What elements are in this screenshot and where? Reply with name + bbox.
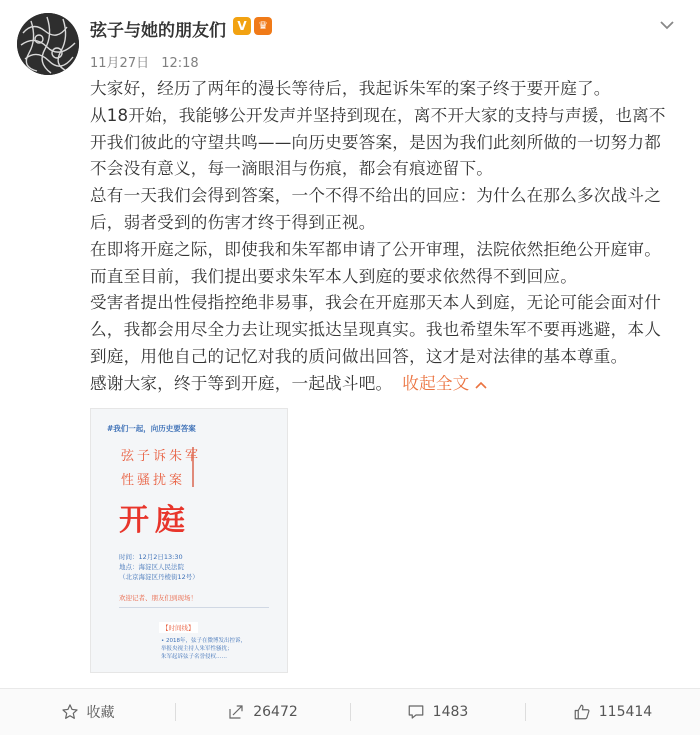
like-button[interactable]	[525, 689, 700, 735]
poster-time: 时间：12月2日13:30	[119, 553, 183, 561]
poster-line2: 性骚扰案	[121, 473, 186, 488]
like-icon	[573, 703, 591, 721]
poster-info	[119, 552, 199, 582]
poster-address: （北京海淀区丹棱街12号）	[119, 573, 199, 581]
post-meta	[90, 52, 199, 71]
paragraph: 受害者提出性侵指控绝非易事，我会在开庭那天本人到庭，无论可能会面对什么，我都会用尽全力去让现实抵达呈现真实。我也希望朱军不要再逃避，本人到庭，用他自己的记忆对我的质问做出回答，这才是对法律的基本尊重。	[90, 293, 661, 366]
paragraph-last	[90, 371, 670, 400]
paragraph: 大家好，经历了两年的漫长等待后，我起诉朱军的案子终于要开庭了。	[90, 79, 611, 98]
crown-badge-icon: ♛	[254, 17, 272, 35]
poster-note-line: 举报央视主持人朱军性骚扰；	[161, 646, 233, 652]
paragraph: 在即将开庭之际，即使我和朱军都申请了公开审理，法院依然拒绝公开庭审。而直至目前，我们提出要求朱军本人到庭的要求依然得不到回应。	[90, 239, 661, 286]
collapse-link[interactable]: 收起全文	[402, 373, 470, 393]
comment-button[interactable]	[350, 689, 525, 735]
post-content	[90, 76, 670, 400]
poster-line1: 弦子诉朱军	[121, 449, 202, 464]
poster-image[interactable]	[90, 408, 288, 673]
post-time[interactable]: 12:18	[161, 56, 199, 71]
author-name[interactable]: 弦子与她的朋友们	[90, 21, 226, 41]
poster-call: 欢迎记者、朋友们到现场！	[119, 594, 197, 602]
paragraph: 感谢大家，终于等到开庭，一起战斗吧。	[90, 373, 393, 393]
poster-tag: 【时间线】	[159, 622, 198, 633]
comment-icon	[407, 703, 425, 721]
poster-note-line: • 2018年，弦子在微博发出控诉，	[161, 638, 246, 644]
chevron-up-icon[interactable]	[475, 373, 487, 400]
paragraph: 从18开始，我能够公开发声并坚持到现在，离不开大家的支持与声援，也离不开我们彼此的守望共鸣——向历史要答案，是因为我们此刻所做的一切努力都不会没有意义，每一滴眼泪与伤痕，都会有痕迹留下。	[90, 105, 666, 179]
poster-note	[161, 637, 246, 661]
comment-count: 1483	[432, 704, 469, 720]
more-chevron-icon[interactable]	[656, 18, 678, 34]
favorite-button[interactable]	[0, 689, 175, 735]
poster-note-line: 朱军起诉弦子名誉侵权……	[161, 654, 228, 660]
like-count: 115414	[598, 704, 653, 720]
post-date[interactable]: 11月27日	[90, 56, 150, 71]
action-bar	[0, 688, 700, 735]
poster-rule	[119, 607, 269, 608]
avatar[interactable]	[17, 13, 79, 75]
favorite-label: 收藏	[86, 705, 115, 721]
poster-place: 地点：海淀区人民法院	[119, 563, 184, 571]
repost-count: 26472	[253, 704, 298, 720]
poster-title: 开庭	[119, 503, 191, 538]
star-icon	[61, 703, 79, 721]
repost-icon	[227, 703, 245, 721]
poster-tagline: #我们一起，向历史要答案	[107, 424, 196, 433]
repost-button[interactable]	[175, 689, 350, 735]
verified-v-icon: V	[233, 17, 251, 35]
paragraph: 总有一天我们会得到答案，一个不得不给出的回应：为什么在那么多次战斗之后，弱者受到的伤害才终于得到正视。	[90, 186, 661, 232]
